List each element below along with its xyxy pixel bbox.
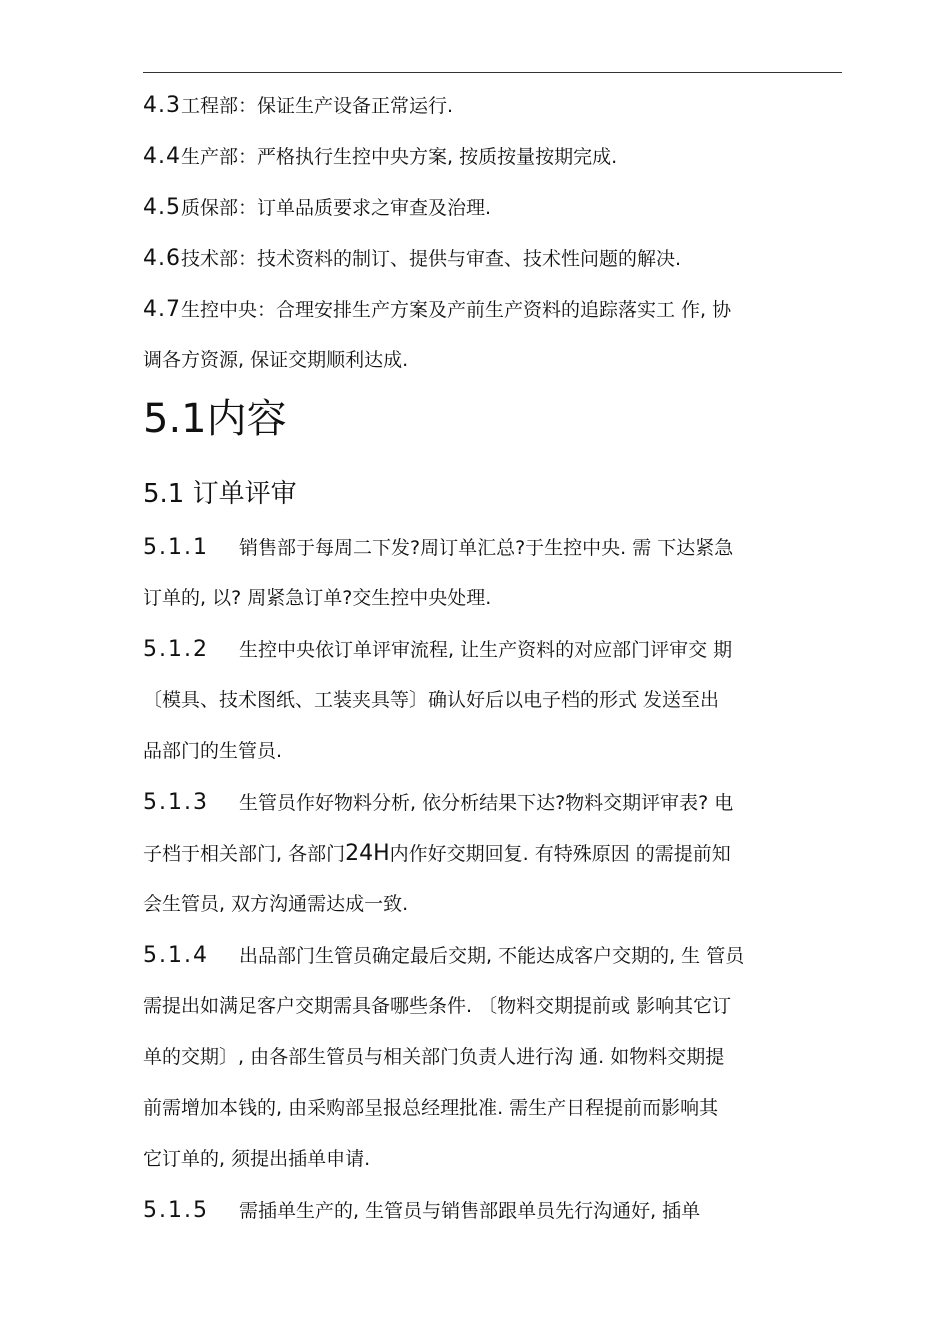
item-number: 5.1.2 [143,637,209,662]
item-number: 5.1.3 [143,790,209,815]
item-number: 5.1.5 [143,1198,209,1223]
item-number: 5.1.1 [143,535,209,560]
duty-4-4 [143,131,842,182]
item-text: 订单的, 以? 周紧急订单?交生控中央处理. [143,587,492,609]
duty-number: 4.7 [143,297,181,322]
document-body [143,80,842,1236]
duty-text: 工程部：保证生产设备正常运行. [181,95,454,117]
item-5-1-4 [143,930,842,981]
item-text: 生管员作好物料分析, 依分析结果下达?物料交期评审表? 电 [239,792,734,814]
duty-text: 生控中央：合理安排生产方案及产前生产资料的追踪落实工 作, 协 [181,299,732,321]
item-text: 内作好交期回复. 有特殊原因 的需提前知 [389,843,731,865]
item-text: 会生管员, 双方沟通需达成一致. [143,893,409,915]
duty-text: 生产部：严格执行生控中央方案, 按质按量按期完成. [181,146,618,168]
item-5-1-4-line [143,981,842,1032]
subsection-heading: 5.1 订单评审 [143,479,297,509]
duty-number: 4.3 [143,93,181,118]
item-number: 5.1.4 [143,943,209,968]
duty-text: 调各方资源, 保证交期顺利达成. [143,349,409,371]
duty-number: 4.5 [143,195,181,220]
duty-4-3 [143,80,842,131]
duty-4-6 [143,233,842,284]
item-text: 需插单生产的, 生管员与销售部跟单员先行沟通好, 插单 [239,1200,701,1222]
item-text: 〔模具、技术图纸、工装夹具等〕确认好后以电子档的形式 发送至出 [143,689,720,711]
item-text: 需提出如满足客户交期需具备哪些条件. 〔物料交期提前或 影响其它订 [143,995,732,1017]
item-text: 它订单的, 须提出插单申请. [143,1148,371,1170]
item-text: 品部门的生管员. [143,740,283,762]
header-rule [143,72,842,73]
duty-text: 质保部：订单品质要求之审查及治理. [181,197,492,219]
item-5-1-5 [143,1185,842,1236]
item-text: 销售部于每周二下发?周订单汇总?于生控中央. 需 下达紧急 [239,537,734,559]
item-text: 出品部门生管员确定最后交期, 不能达成客户交期的, 生 管员 [239,945,745,967]
duty-text: 技术部：技术资料的制订、提供与审查、技术性问题的解决. [181,248,682,270]
item-5-1-1 [143,522,842,573]
item-5-1-4-line [143,1083,842,1134]
item-highlight: 24H [345,841,390,866]
item-5-1-2-line [143,726,842,777]
duty-4-5 [143,182,842,233]
item-5-1-1-line [143,573,842,624]
item-5-1-2 [143,624,842,675]
item-text: 前需增加本钱的, 由采购部呈报总经理批准. 需生产日程提前而影响其 [143,1097,719,1119]
duty-number: 4.4 [143,144,181,169]
item-5-1-4-line [143,1032,842,1083]
item-5-1-3-line [143,879,842,930]
duty-number: 4.6 [143,246,181,271]
item-5-1-3 [143,777,842,828]
item-text: 单的交期〕, 由各部生管员与相关部门负责人进行沟 通. 如物料交期提 [143,1046,725,1068]
item-text: 子档于相关部门, 各部门 [143,843,346,865]
item-5-1-4-line [143,1134,842,1185]
duty-4-7 [143,284,842,335]
duty-4-7-continued [143,335,842,386]
section-heading: 5.1内容 [143,396,287,442]
item-5-1-3-line [143,828,842,879]
item-5-1-2-line [143,675,842,726]
item-text: 生控中央依订单评审流程, 让生产资料的对应部门评审交 期 [239,639,733,661]
